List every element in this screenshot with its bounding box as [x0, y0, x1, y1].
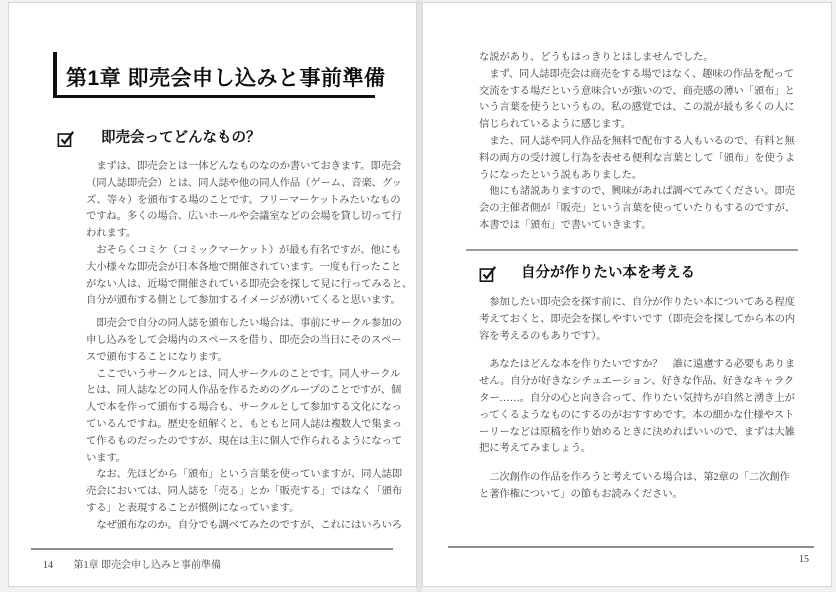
text-line: 人で本を作って頒布する場合も、サークルとして参加する文化になっ — [86, 402, 402, 414]
text-line: ているんですね。歴史を紐解くと、もともと同人誌は複数人で集まっ — [86, 418, 402, 430]
text-line: おそらくコミケ（コミックマーケット）が最も有名ですが、他にも — [86, 244, 402, 256]
text-line: 二次創作の作品を作ろうと考えている場合は、第2章の「二次創作 — [479, 472, 790, 484]
paragraph — [86, 467, 406, 517]
text-line: 信じられているように感じます。 — [479, 119, 632, 131]
section-heading: 自分が作りたい本を考える — [521, 265, 695, 282]
text-line: ター……。自分の心と向き合って、作りたい気持ちが自然と湧き上が — [479, 392, 795, 404]
section-divider — [466, 249, 798, 251]
footer-rule — [31, 548, 393, 550]
text-line: な説があり、どうもはっきりとはしませんでした。 — [479, 52, 714, 63]
text-line: ズ、等々）を頒布する場のことです。フリーマーケットみたいなもの — [86, 194, 401, 206]
right-page — [422, 2, 832, 587]
text-line: ですね。多くの場合、広いホールや会議室などの会場を貸し切って行 — [86, 211, 402, 223]
text-line: まずは、即売会とは一体どんなものなのか書いておきます。即売会 — [86, 161, 402, 172]
text-line: せん。自分が好きなシチュエーション、好きな作品、好きなキャラク — [479, 376, 794, 388]
body-text-continuation — [479, 50, 799, 235]
chapter-heading — [53, 52, 386, 98]
text-line: 考えておくと、即売会を探しやすいです（即売会を探してから本の内 — [479, 313, 795, 325]
section-heading-row — [57, 130, 261, 148]
text-line: ここでいうサークルとは、同人サークルのことです。同人サークル — [86, 368, 401, 380]
text-line: 売会においては、同人誌を「売る」とか「販売する」ではなく「頒布 — [86, 486, 402, 498]
chapter-title: 第1章 即売会申し込みと事前準備 — [66, 67, 386, 90]
text-line: まず、同人誌即売会は商売をする場ではなく、趣味の作品を配って — [479, 68, 794, 80]
paragraph — [86, 159, 406, 243]
paragraph — [86, 316, 406, 366]
text-line: 自分が頒布する側として参加するイメージが湧いてくると思います。 — [86, 295, 401, 307]
text-line: います。 — [86, 452, 126, 464]
chapter-heading-bar — [53, 52, 57, 95]
page-number: 14 — [43, 560, 53, 571]
body-text — [86, 159, 413, 535]
page-number: 15 — [799, 554, 809, 565]
section-heading: 即売会ってどんなもの？ — [101, 130, 261, 147]
paragraph — [86, 243, 413, 310]
text-line: がない人は、近場で開催されている即売会を探して見に行ってみると、 — [86, 278, 413, 290]
footer-chapter-label: 第1章 即売会申し込みと事前準備 — [73, 560, 221, 571]
text-line: （同人誌即売会）とは、同人誌や他の同人作品（ゲーム、音楽、グッ — [86, 177, 402, 189]
text-line: 交流をする場だという意味合いが強いので、商売感の薄い「頒布」と — [479, 85, 795, 97]
left-page — [8, 2, 417, 587]
text-line: 申し込みをして会場内のスペースを借り、即売会の当日にそのスペー — [86, 334, 402, 346]
text-line: スで頒布することになります。 — [86, 351, 228, 363]
paragraph — [479, 134, 799, 184]
text-line: 容を考えるのもありです）。 — [479, 330, 607, 342]
checked-checkbox-icon — [479, 265, 497, 283]
text-line: あなたはどんな本を作りたいですか？ 誰に遠慮する必要もありま — [479, 359, 795, 371]
text-line: なお、先ほどから「頒布」という言葉を使っていますが、同人誌即 — [86, 469, 402, 481]
text-line: ーリーなどは原稿を作り始めるときに決めればいいので、まずは大雑 — [479, 426, 795, 438]
text-line: ってくるようなものにするのがおすすめです。本の細かな仕様やスト — [479, 409, 795, 421]
text-line: 参加したい即売会を探す前に、自分が作りたい本についてある程度 — [479, 297, 795, 308]
text-line: われます。 — [86, 228, 137, 240]
paragraph — [479, 50, 799, 67]
text-line: と著作権について」の節もお読みください。 — [479, 488, 683, 500]
text-line: 把に考えてみましょう。 — [479, 443, 592, 455]
paragraph — [479, 470, 799, 504]
text-line: いう言葉を使うというもの。私の感覚では、この説が最も多くの人に — [479, 102, 795, 114]
paragraph — [86, 367, 406, 468]
checked-checkbox-icon — [57, 130, 75, 148]
page-footer — [799, 554, 809, 565]
paragraph — [479, 184, 799, 234]
text-line: 料の両方の受け渡し行為を表せる便利な言葉として「頒布」を使うよ — [479, 152, 795, 164]
paragraph — [86, 518, 406, 535]
text-line: うになったという説もありました。 — [479, 169, 643, 181]
text-line: て作るものだったのですが、現在は主に個人で作られるようになって — [86, 435, 402, 447]
page-footer — [43, 556, 221, 571]
section-heading-row — [479, 265, 695, 283]
paragraph — [479, 295, 799, 345]
text-line: 大小様々な即売会が日本各地で開催されています。一度も行ったこと — [86, 261, 402, 273]
body-text — [479, 295, 799, 504]
text-line: また、同人誌や同人作品を無料で配布する人もいるので、有料と無 — [479, 135, 795, 147]
text-line: 即売会で自分の同人誌を頒布したい場合は、事前にサークル参加の — [86, 318, 402, 330]
paragraph — [479, 67, 799, 134]
paragraph — [479, 357, 799, 458]
text-line: 本書では「頒布」で書いていきます。 — [479, 219, 652, 231]
text-line: する」と表現することが慣例になっています。 — [86, 502, 300, 514]
footer-rule — [448, 546, 814, 548]
text-line: 会の主催者側が「販売」という言葉を使っていたりもするのですが、 — [479, 203, 795, 215]
text-line: 他にも諸説ありますので、興味があれば調べてみてください。即売 — [479, 186, 795, 198]
text-line: なぜ頒布なのか。自分でも調べてみたのですが、これにはいろいろ — [86, 519, 402, 531]
text-line: とは、同人誌などの同人作品を作るためのグループのことですが、個 — [86, 385, 402, 397]
